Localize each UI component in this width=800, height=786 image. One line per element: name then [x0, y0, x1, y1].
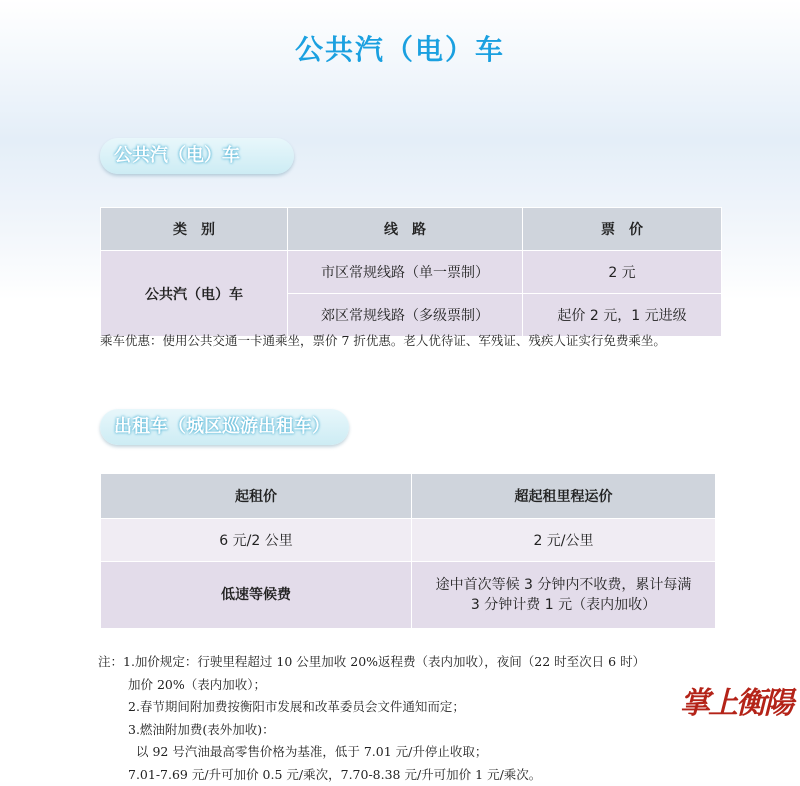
table-header-row [101, 208, 722, 251]
note-line: 加价 20%（表内加收）； [98, 674, 738, 697]
note-line: 3.燃油附加费(表外加收)： [98, 719, 738, 742]
header-base-fare: 起租价 [101, 474, 412, 519]
watermark-logo: 掌上衡陽 [680, 678, 795, 738]
bus-discount-note: 乘车优惠：使用公共交通一卡通乘坐，票价 7 折优惠。老人优待证、军残证、残疾人证实行免费乘坐。 [100, 330, 720, 352]
extra-fare-cell: 2 元/公里 [412, 519, 716, 562]
category-cell: 公共汽（电）车 [101, 251, 288, 337]
header-extra-fare: 超起租里程运价 [412, 474, 716, 519]
note-line: 7.01-7.69 元/升可加价 0.5 元/乘次，7.70-8.38 元/升可加价 1 元/乘次。 [98, 764, 738, 786]
table-header-row [101, 474, 716, 519]
taxi-notes [98, 651, 738, 786]
table-row [101, 251, 722, 294]
header-fare: 票 价 [523, 208, 722, 251]
fare-cell: 2 元 [523, 251, 722, 294]
taxi-fare-table [100, 473, 716, 629]
waiting-fee-line: 途中首次等候 3 分钟内不收费，累计每满 [413, 575, 714, 595]
bus-section-heading: 公共汽（电）车 [100, 138, 294, 174]
route-cell: 市区常规线路（单一票制） [288, 251, 523, 294]
note-line: 2.春节期间附加费按衡阳市发展和改革委员会文件通知而定； [98, 696, 738, 719]
route-cell: 郊区常规线路（多级票制） [288, 294, 523, 337]
header-route: 线 路 [288, 208, 523, 251]
header-category: 类 别 [101, 208, 288, 251]
note-line: 注：1.加价规定：行驶里程超过 10 公里加收 20%返程费（表内加收），夜间（22 时至次日 6 时） [98, 651, 738, 674]
waiting-fee-cell [412, 562, 716, 629]
bus-fare-table [100, 207, 722, 337]
taxi-section-heading: 出租车（城区巡游出租车） [100, 409, 349, 445]
waiting-fee-line: 3 分钟计费 1 元（表内加收） [413, 595, 714, 615]
base-fare-cell: 6 元/2 公里 [101, 519, 412, 562]
table-row [101, 519, 716, 562]
fare-cell: 起价 2 元，1 元进级 [523, 294, 722, 337]
page-title: 公共汽（电）车 [0, 28, 800, 68]
note-line: 以 92 号汽油最高零售价格为基准，低于 7.01 元/升停止收取； [98, 741, 738, 764]
waiting-fee-label: 低速等候费 [101, 562, 412, 629]
table-row [101, 562, 716, 629]
